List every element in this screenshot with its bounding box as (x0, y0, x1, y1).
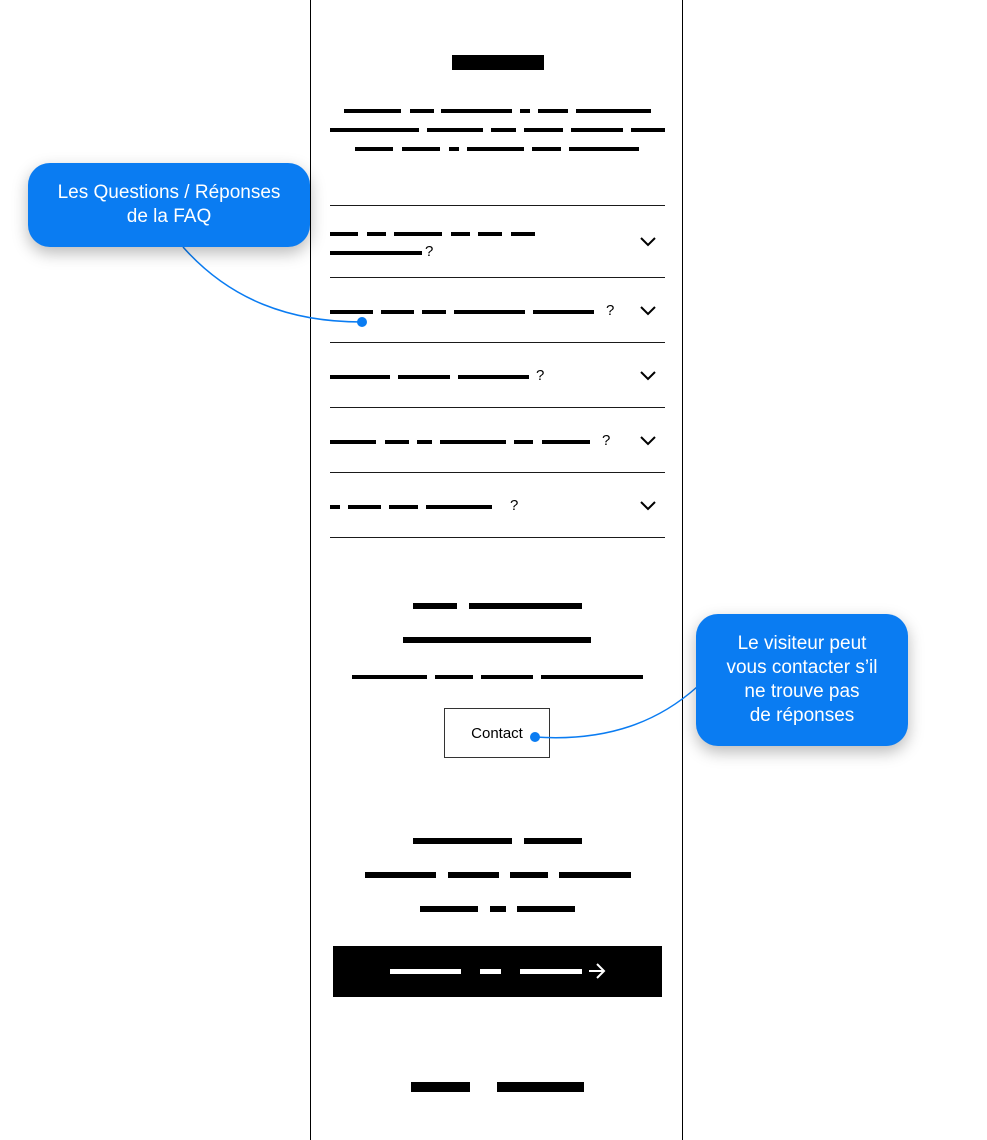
faq-annotation-callout: Les Questions / Réponses de la FAQ (28, 163, 310, 247)
faq-note-connector (183, 247, 362, 322)
faq-note-anchor-dot (357, 317, 367, 327)
contact-annotation-callout: Le visiteur peut vous contacter s’il ne trouve pas de réponses (696, 614, 908, 746)
contact-note-connector (535, 687, 697, 738)
question-mark: ? (510, 497, 519, 514)
question-mark: ? (602, 432, 611, 449)
question-mark: ? (536, 367, 545, 384)
question-mark: ? (425, 243, 434, 260)
contact-note-anchor-dot (530, 732, 540, 742)
question-mark: ? (606, 302, 615, 319)
contact-button[interactable]: Contact (444, 708, 550, 758)
